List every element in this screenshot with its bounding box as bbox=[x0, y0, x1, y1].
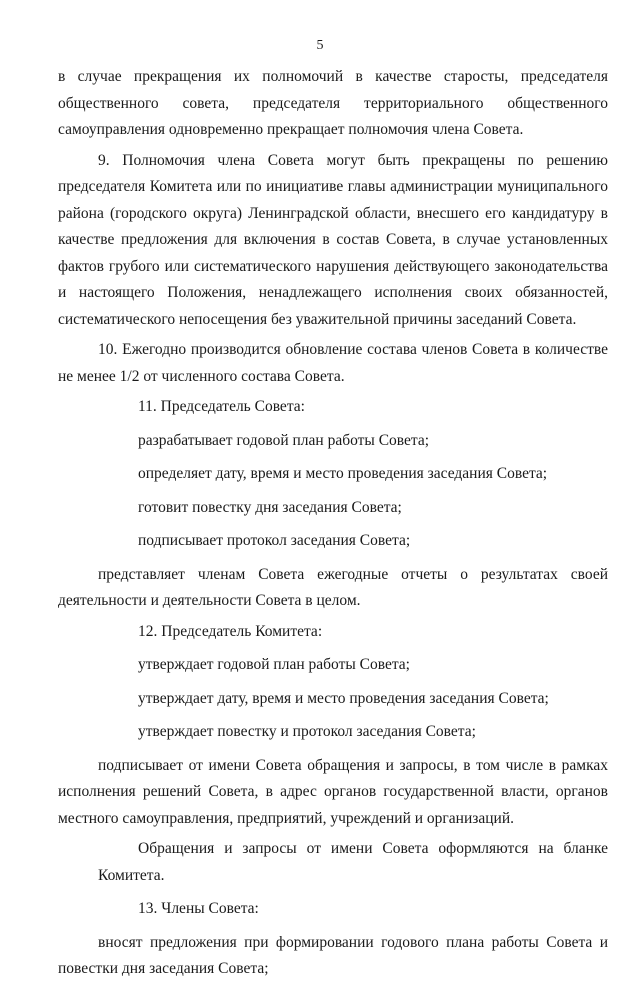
paragraph-12-item: утверждает дату, время и место проведения заседания Совета; bbox=[138, 689, 549, 707]
paragraph-12-note: Обращения и запросы от имени Совета оформляются на бланке Комитета. bbox=[98, 840, 608, 884]
paragraph-11-item: подписывает протокол заседания Совета; bbox=[138, 532, 411, 549]
paragraph-13-item: вносят предложения при формировании годового плана работы Совета и повестки дня заседания Совета; bbox=[58, 933, 608, 977]
document-body bbox=[58, 64, 608, 987]
paragraph-12-item: подписывает от имени Совета обращения и запросы, в том числе в рамках исполнения решений Совета, в адрес органов государственной власти, органов местного самоуправления, предприятий, учреждений и организаций. bbox=[58, 756, 608, 827]
paragraph-12-heading: 12. Председатель Комитета: bbox=[138, 622, 323, 640]
paragraph-continuation: в случае прекращения их полномочий в качестве старосты, председателя общественного совета, председателя территориального общественного самоуправления одновременно прекращает полномочия члена Совета. bbox=[58, 68, 608, 138]
paragraph-13-heading: 13. Члены Совета: bbox=[138, 900, 259, 917]
paragraph-11-item: определяет дату, время и место проведения заседания Совета; bbox=[138, 465, 548, 482]
paragraph-11-item: готовит повестку дня заседания Совета; bbox=[138, 498, 402, 516]
paragraph-12-item: утверждает повестку и протокол заседания Совета; bbox=[138, 723, 476, 740]
paragraph-10: 10. Ежегодно производится обновление состава членов Совета в количестве не менее 1/2 от численного состава Совета. bbox=[58, 341, 608, 385]
paragraph-11-item: разрабатывает годовой план работы Совета; bbox=[138, 431, 430, 449]
page-number: 5 bbox=[316, 38, 324, 53]
paragraph-12-item: утверждает годовой план работы Совета; bbox=[138, 656, 410, 673]
paragraph-11-heading: 11. Председатель Совета: bbox=[138, 398, 305, 415]
paragraph-9: 9. Полномочия члена Совета могут быть прекращены по решению председателя Комитета или по инициативе главы администрации муниципального района (городского округа) Ленинградской области, внесшего его кандидатуру в качестве предложения для включения в состав Совета, в случае установленных фактов грубого или систематического нарушения действующего законодательства и настоящего Положения, ненадлежащего исполнения своих обязанностей, систематического непосещения без уважительной причины заседаний Совета. bbox=[58, 151, 608, 328]
paragraph-11-item: представляет членам Совета ежегодные отчеты о результатах своей деятельности и деятельности Совета в целом. bbox=[58, 565, 608, 609]
